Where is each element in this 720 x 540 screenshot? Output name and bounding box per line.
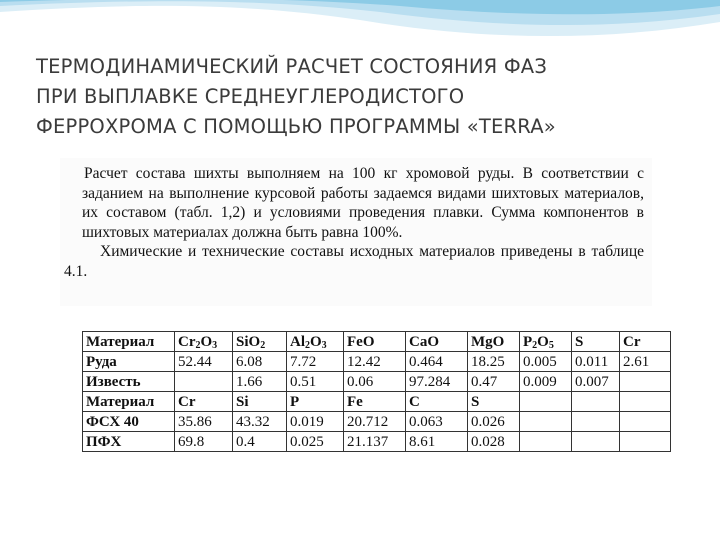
header-cell-element: C — [406, 392, 468, 412]
formula-text: O — [310, 333, 322, 350]
header-cell-element: Cr — [175, 392, 233, 412]
header-cell-formula — [572, 332, 620, 352]
header-cell-formula — [406, 332, 468, 352]
table-cell: 0.009 — [520, 372, 572, 392]
table-row — [83, 432, 671, 452]
row-label: ПФХ — [83, 432, 175, 452]
table-row — [83, 372, 671, 392]
table-cell: 0.026 — [468, 412, 520, 432]
table-cell — [175, 372, 233, 392]
table-cell — [620, 432, 671, 452]
table-header-row — [83, 332, 671, 352]
formula-text: S — [575, 333, 584, 350]
formula-subscript: 2 — [260, 339, 266, 351]
formula-text: MgO — [471, 333, 505, 350]
formula-subscript: 2 — [532, 339, 538, 351]
table-cell: 0.51 — [287, 372, 344, 392]
header-cell-material: Материал — [83, 332, 175, 352]
top-swoosh-decoration — [0, 0, 720, 60]
table-cell: 0.019 — [287, 412, 344, 432]
table-row — [83, 352, 671, 372]
header-cell-formula — [344, 332, 406, 352]
table-cell: 0.005 — [520, 352, 572, 372]
table-cell: 18.25 — [468, 352, 520, 372]
title-line-1: ТЕРМОДИНАМИЧЕСКИЙ РАСЧЕТ СОСТОЯНИЯ ФАЗ — [36, 55, 548, 78]
table-cell: 52.44 — [175, 352, 233, 372]
title-line-3: ФЕРРОХРОМА С ПОМОЩЬЮ ПРОГРАММЫ «TERRA» — [36, 115, 556, 138]
table-cell: 12.42 — [344, 352, 406, 372]
formula-text: FeO — [347, 333, 375, 350]
formula-subscript: 3 — [212, 339, 218, 351]
header-cell-formula — [620, 332, 671, 352]
header-cell-element: S — [468, 392, 520, 412]
header-cell-material: Материал — [83, 392, 175, 412]
formula-text: P — [523, 333, 533, 350]
table-cell: 0.464 — [406, 352, 468, 372]
header-cell-formula — [468, 332, 520, 352]
formula-text: O — [200, 333, 213, 350]
table-cell — [572, 432, 620, 452]
table-cell — [620, 372, 671, 392]
title-line-2: ПРИ ВЫПЛАВКЕ СРЕДНЕУГЛЕРОДИСТОГО — [36, 85, 465, 108]
header-cell-element: P — [287, 392, 344, 412]
formula-text: Cr — [623, 333, 641, 350]
materials-composition-table — [82, 331, 671, 452]
row-label: Известь — [83, 372, 175, 392]
table-cell: 2.61 — [620, 352, 671, 372]
table-body — [83, 332, 671, 452]
document-paragraph-1: Расчет состава шихты выполняем на 100 кг хромовой руды. В соответствии с заданием на выполнение курсовой работы задаемся видами шихтовых материалов, их составом (табл. 1,2) и условиями проведения плавки. Сумма компонентов в шихтовых материалах должна быть равна 100%. — [82, 165, 644, 241]
table-cell: 0.007 — [572, 372, 620, 392]
header-cell-formula — [175, 332, 233, 352]
formula-subscript: 2 — [195, 339, 201, 351]
table-header-row — [83, 392, 671, 412]
formula-text: SiO — [236, 333, 261, 350]
table-cell: 20.712 — [344, 412, 406, 432]
table-cell: 0.011 — [572, 352, 620, 372]
header-cell-formula — [520, 332, 572, 352]
formula-text: CaO — [409, 333, 439, 350]
header-cell-formula — [233, 332, 287, 352]
row-label: ФСХ 40 — [83, 412, 175, 432]
table-cell — [520, 432, 572, 452]
table-cell: 0.06 — [344, 372, 406, 392]
table-cell — [520, 412, 572, 432]
table-cell: 21.137 — [344, 432, 406, 452]
formula-subscript: 2 — [305, 339, 310, 351]
table-cell: 69.8 — [175, 432, 233, 452]
formula-subscript: 5 — [548, 339, 554, 351]
header-cell-element — [520, 392, 572, 412]
table-cell: 6.08 — [233, 352, 287, 372]
table-cell: 35.86 — [175, 412, 233, 432]
table-cell: 97.284 — [406, 372, 468, 392]
document-paragraph-2: Химические и технические составы исходных материалов приведены в таблице 4.1. — [64, 243, 644, 280]
table-cell: 1.66 — [233, 372, 287, 392]
table-cell: 7.72 — [287, 352, 344, 372]
table-cell: 0.028 — [468, 432, 520, 452]
table-cell: 8.61 — [406, 432, 468, 452]
formula-text: Cr — [178, 333, 196, 350]
formula-text: Al — [290, 333, 305, 350]
document-text-block — [60, 158, 652, 306]
table-cell: 0.47 — [468, 372, 520, 392]
header-cell-element: Fe — [344, 392, 406, 412]
table-cell: 43.32 — [233, 412, 287, 432]
header-cell-formula — [287, 332, 344, 352]
table-cell — [572, 412, 620, 432]
row-label: Руда — [83, 352, 175, 372]
table-cell: 0.025 — [287, 432, 344, 452]
table-cell: 0.063 — [406, 412, 468, 432]
formula-text: O — [537, 333, 549, 350]
table-row — [83, 412, 671, 432]
table-cell — [620, 412, 671, 432]
header-cell-element: Si — [233, 392, 287, 412]
header-cell-element — [572, 392, 620, 412]
header-cell-element — [620, 392, 671, 412]
formula-subscript: 3 — [321, 339, 327, 351]
table-cell: 0.4 — [233, 432, 287, 452]
slide-title — [36, 52, 696, 142]
